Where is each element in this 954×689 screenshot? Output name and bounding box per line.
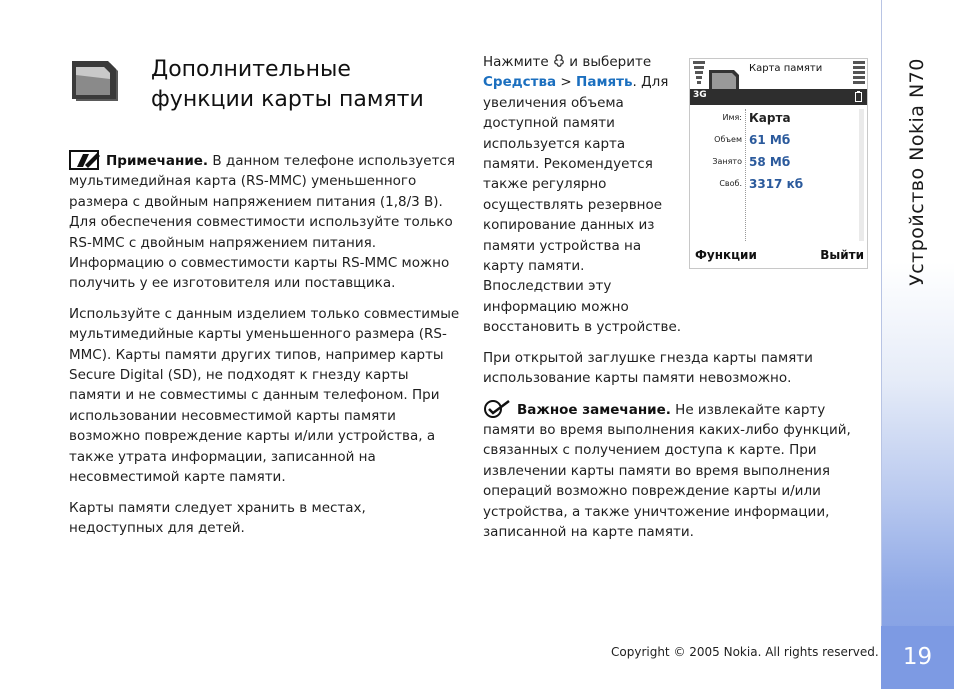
note-pencil-icon	[69, 150, 101, 170]
network-indicator: 3G	[693, 90, 707, 100]
note-text: В данном телефоне используется мультимедийная карта (RS-MMC) уменьшенного размера с двойным напряжением питания (1,8/3 В). Для обеспечения совместимости используйте только RS-MMC с двойным напряжением питания. Информацию о совместимости карты RS-MMC можно получить у ее изготовителя или поставщика.	[69, 153, 455, 292]
intro-post: . Для увеличения объема доступной памяти используется карта памяти. Рекомендуется также регулярно осуществлять резервное копирование данных из памяти устройства на карту памяти. Впоследствии эту информацию можно восстановить в устройстве.	[483, 74, 682, 336]
info-label: Своб.	[719, 179, 742, 188]
memory-card-icon	[70, 59, 120, 103]
child-safety-paragraph: Карты памяти следует хранить в местах, недоступных для детей.	[69, 499, 366, 536]
info-row-name	[690, 109, 867, 131]
heading-line-2: функции карты памяти	[151, 87, 424, 112]
path-separator: >	[556, 74, 577, 91]
info-row-capacity	[690, 131, 867, 153]
important-icon	[483, 399, 513, 419]
intro-mid: и выберите	[565, 54, 652, 70]
copyright: Copyright © 2005 Nokia. All rights reserved.	[611, 645, 879, 659]
sidebar-divider	[881, 0, 882, 689]
mini-battery-icon	[855, 91, 862, 102]
tools-link[interactable]: Средства	[483, 74, 557, 91]
menu-key-icon	[553, 54, 565, 68]
info-value: Карта	[749, 111, 791, 125]
info-value: 58 Мб	[749, 155, 791, 169]
note-paragraph	[69, 150, 461, 294]
phone-status-bar	[690, 89, 867, 105]
options-softkey[interactable]: Функции	[695, 248, 757, 262]
important-text: Не извлекайте карту памяти во время выполнения каких-либо функций, связанных с получением доступа к карте. При извлечении карты памяти во время выполнения операций возможно повреждение карты и/или устройства, а также уничтожение информации, записанной на карте памяти.	[483, 401, 851, 540]
important-label: Важное замечание.	[517, 401, 671, 418]
battery-level-icon	[853, 61, 865, 89]
phone-title: Карта памяти	[749, 63, 823, 74]
phone-screen	[689, 58, 868, 269]
info-value: 61 Мб	[749, 133, 791, 147]
signal-strength-icon	[693, 61, 705, 89]
info-value: 3317 кб	[749, 177, 804, 191]
note-label: Примечание.	[106, 153, 209, 169]
info-row-used	[690, 153, 867, 175]
info-label: Занято	[712, 157, 742, 166]
softkey-bar	[690, 245, 867, 267]
intro-paragraph	[483, 52, 683, 338]
info-label: Имя:	[722, 113, 742, 122]
section-title-vertical: Устройство Nokia N70	[906, 58, 928, 286]
important-paragraph	[483, 399, 873, 543]
page-heading	[151, 55, 424, 115]
memory-link[interactable]: Память	[576, 74, 633, 91]
info-label: Объем	[714, 135, 742, 144]
page-number: 19	[881, 626, 954, 689]
info-row-free	[690, 175, 867, 197]
left-column	[69, 150, 461, 538]
heading-line-1: Дополнительные	[151, 57, 351, 82]
compatibility-paragraph: Используйте с данным изделием только совместимые мультимедийные карты уменьшенного размера (RS-MMC). Карты памяти других типов, например карты Secure Digital (SD), не подходят к гнезду карты памяти и не совместимы с данным телефоном. При использовании несовместимой карты памяти возможно повреждение карты и/или устройства, а также утрата информации, записанной на несовместимой карте памяти.	[69, 305, 460, 486]
exit-softkey[interactable]: Выйти	[820, 248, 864, 262]
intro-pre: Нажмите	[483, 54, 554, 70]
cover-paragraph: При открытой заглушке гнезда карты памяти использование карты памяти невозможно.	[483, 349, 813, 387]
